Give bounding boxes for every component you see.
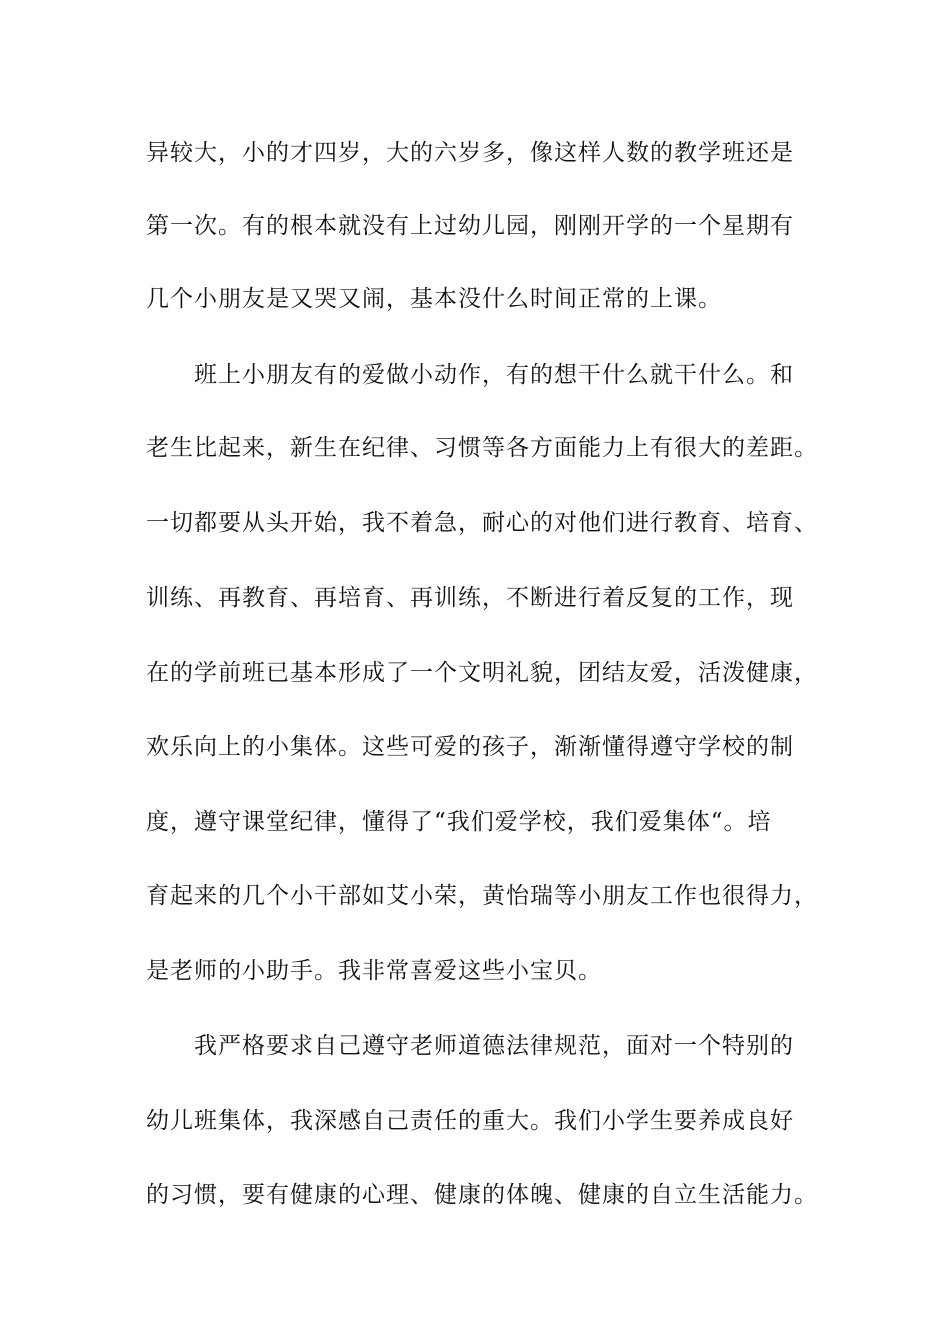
paragraph-first-line: 班上小朋友有的爱做小动作，有的想干什么就干什么。和 bbox=[194, 362, 794, 388]
text-line: 训练、再教育、再培育、再训练，不断进行着反复的工作，现 bbox=[146, 585, 794, 611]
text-line: 一切都要从头开始，我不着急，耐心的对他们进行教育、培育、 bbox=[146, 510, 818, 536]
paragraph-first-line: 我严格要求自己遵守老师道德法律规范，面对一个特别的 bbox=[194, 1033, 794, 1059]
text-line: 育起来的几个小干部如艾小荣，黄怡瑞等小朋友工作也很得力， bbox=[146, 883, 818, 909]
text-line: 异较大，小的才四岁，大的六岁多，像这样人数的教学班还是 bbox=[146, 140, 794, 166]
text-line: 老生比起来，新生在纪律、习惯等各方面能力上有很大的差距。 bbox=[146, 435, 818, 461]
text-line: 第一次。有的根本就没有上过幼儿园，刚刚开学的一个星期有 bbox=[146, 213, 794, 239]
text-line: 的习惯，要有健康的心理、健康的体魄、健康的自立生活能力。 bbox=[146, 1182, 818, 1208]
text-line: 幼儿班集体，我深感自己责任的重大。我们小学生要养成良好 bbox=[146, 1108, 794, 1134]
text-line: 度，遵守课堂纪律，懂得了“我们爱学校，我们爱集体“。培 bbox=[146, 809, 772, 835]
text-line: 欢乐向上的小集体。这些可爱的孩子，渐渐懂得遵守学校的制 bbox=[146, 734, 794, 760]
text-line: 是老师的小助手。我非常喜爱这些小宝贝。 bbox=[146, 958, 602, 984]
text-line: 几个小朋友是又哭又闹，基本没什么时间正常的上课。 bbox=[146, 286, 722, 312]
text-line: 在的学前班已基本形成了一个文明礼貌，团结友爱，活泼健康， bbox=[146, 660, 818, 686]
